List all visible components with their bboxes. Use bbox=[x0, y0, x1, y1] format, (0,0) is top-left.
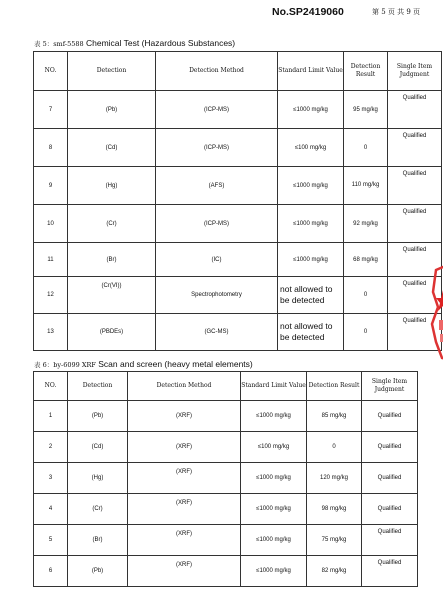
row-number: 9 bbox=[34, 167, 68, 205]
detection-item: (Br) bbox=[68, 525, 128, 556]
table1-caption bbox=[34, 38, 235, 48]
detection-result: 75 mg/kg bbox=[307, 525, 362, 556]
single-judgment: Qualified bbox=[388, 277, 442, 314]
table2-header-method: Detection Method bbox=[128, 372, 241, 401]
table2-row bbox=[34, 432, 418, 463]
detection-item: (Pb) bbox=[68, 401, 128, 432]
single-judgment: Qualified bbox=[388, 205, 442, 243]
limit-value: ≤1000 mg/kg bbox=[278, 205, 344, 243]
table1-row bbox=[34, 243, 442, 277]
xrf-screening-table bbox=[33, 371, 418, 587]
detection-method: (XRF) bbox=[128, 525, 241, 556]
detection-item: (Cr(VI)) bbox=[68, 277, 156, 314]
detection-result: 0 bbox=[344, 129, 388, 167]
table1-row bbox=[34, 91, 442, 129]
limit-value: ≤1000 mg/kg bbox=[241, 494, 307, 525]
table2-caption-text: Scan and screen (heavy metal elements) bbox=[98, 359, 253, 369]
single-judgment: Qualified bbox=[362, 463, 418, 494]
detection-result: 92 mg/kg bbox=[344, 205, 388, 243]
detection-method: (AFS) bbox=[156, 167, 278, 205]
row-number: 7 bbox=[34, 91, 68, 129]
single-judgment: Qualified bbox=[388, 129, 442, 167]
detection-item: (Cd) bbox=[68, 432, 128, 463]
detection-item: (Pb) bbox=[68, 556, 128, 587]
detection-method: (XRF) bbox=[128, 494, 241, 525]
detection-item: (Cr) bbox=[68, 205, 156, 243]
limit-value: not allowed to be detected bbox=[278, 277, 344, 314]
table1-header-limit: Standard Limit Value bbox=[278, 52, 344, 91]
detection-item: (Cd) bbox=[68, 129, 156, 167]
table1-header-result: Detection Result bbox=[344, 52, 388, 91]
row-number: 10 bbox=[34, 205, 68, 243]
row-number: 1 bbox=[34, 401, 68, 432]
limit-value: ≤100 mg/kg bbox=[278, 129, 344, 167]
hazardous-substances-table bbox=[33, 51, 442, 351]
limit-value: ≤1000 mg/kg bbox=[241, 556, 307, 587]
detection-item: (Cr) bbox=[68, 494, 128, 525]
detection-item: (Hg) bbox=[68, 463, 128, 494]
row-number: 12 bbox=[34, 277, 68, 314]
limit-value: ≤1000 mg/kg bbox=[241, 401, 307, 432]
table1-header-method: Detection Method bbox=[156, 52, 278, 91]
detection-method: (XRF) bbox=[128, 556, 241, 587]
table1-row bbox=[34, 314, 442, 351]
single-judgment: Qualified bbox=[362, 401, 418, 432]
single-judgment: Qualified bbox=[362, 525, 418, 556]
table2-row bbox=[34, 556, 418, 587]
single-judgment: Qualified bbox=[362, 494, 418, 525]
single-judgment: Qualified bbox=[362, 432, 418, 463]
detection-item: (PBDEs) bbox=[68, 314, 156, 351]
official-seal-stamp bbox=[430, 262, 443, 362]
limit-value: ≤1000 mg/kg bbox=[241, 525, 307, 556]
limit-value: ≤1000 mg/kg bbox=[278, 167, 344, 205]
row-number: 6 bbox=[34, 556, 68, 587]
table1-header-judgment: Single Item Judgment bbox=[388, 52, 442, 91]
detection-method: (ICP-MS) bbox=[156, 205, 278, 243]
single-judgment: Qualified bbox=[362, 556, 418, 587]
detection-method: (IC) bbox=[156, 243, 278, 277]
detection-item: (Pb) bbox=[68, 91, 156, 129]
limit-value: not allowed to be detected bbox=[278, 314, 344, 351]
detection-result: 68 mg/kg bbox=[344, 243, 388, 277]
single-judgment: Qualified bbox=[388, 314, 442, 351]
row-number: 3 bbox=[34, 463, 68, 494]
table1-row bbox=[34, 205, 442, 243]
detection-result: 110 mg/kg bbox=[344, 167, 388, 205]
row-number: 5 bbox=[34, 525, 68, 556]
row-number: 13 bbox=[34, 314, 68, 351]
table2-header-row bbox=[34, 372, 418, 401]
detection-method: (GC-MS) bbox=[156, 314, 278, 351]
table2-row bbox=[34, 494, 418, 525]
detection-method: (XRF) bbox=[128, 401, 241, 432]
table2-header-result: Detection Result bbox=[307, 372, 362, 401]
detection-result: 0 bbox=[344, 314, 388, 351]
table1-row bbox=[34, 129, 442, 167]
table2-row bbox=[34, 463, 418, 494]
limit-value: ≤1000 mg/kg bbox=[278, 243, 344, 277]
detection-result: 82 mg/kg bbox=[307, 556, 362, 587]
row-number: 8 bbox=[34, 129, 68, 167]
detection-result: 0 bbox=[344, 277, 388, 314]
table2-caption bbox=[34, 359, 253, 369]
table2-caption-prefix: 表 6：by-6099 XRF bbox=[34, 361, 96, 369]
single-judgment: Qualified bbox=[388, 91, 442, 129]
detection-method: (ICP-MS) bbox=[156, 91, 278, 129]
report-number: No.SP2419060 bbox=[272, 6, 344, 18]
table2-header-judgment: Single Item Judgment bbox=[362, 372, 418, 401]
table1-header-detection: Detection bbox=[68, 52, 156, 91]
table1-header-row bbox=[34, 52, 442, 91]
row-number: 2 bbox=[34, 432, 68, 463]
single-judgment: Qualified bbox=[388, 243, 442, 277]
page-indicator: 第 5 页 共 9 页 bbox=[372, 8, 421, 16]
detection-method: (XRF) bbox=[128, 463, 241, 494]
table1-row bbox=[34, 277, 442, 314]
detection-item: (Hg) bbox=[68, 167, 156, 205]
table2-row bbox=[34, 401, 418, 432]
limit-value: ≤100 mg/kg bbox=[241, 432, 307, 463]
detection-result: 0 bbox=[307, 432, 362, 463]
table1-caption-prefix: 表 5：smf-5588 bbox=[34, 40, 84, 48]
row-number: 4 bbox=[34, 494, 68, 525]
detection-item: (Br) bbox=[68, 243, 156, 277]
table2-row bbox=[34, 525, 418, 556]
row-number: 11 bbox=[34, 243, 68, 277]
detection-result: 95 mg/kg bbox=[344, 91, 388, 129]
table2-header-detection: Detection bbox=[68, 372, 128, 401]
table2-header-no: NO. bbox=[34, 372, 68, 401]
detection-result: 98 mg/kg bbox=[307, 494, 362, 525]
detection-method: (XRF) bbox=[128, 432, 241, 463]
detection-method: Spectrophotometry bbox=[156, 277, 278, 314]
single-judgment: Qualified bbox=[388, 167, 442, 205]
table1-caption-text: Chemical Test (Hazardous Substances) bbox=[86, 38, 236, 48]
detection-result: 85 mg/kg bbox=[307, 401, 362, 432]
detection-result: 120 mg/kg bbox=[307, 463, 362, 494]
table2-header-limit: Standard Limit Value bbox=[241, 372, 307, 401]
table1-row bbox=[34, 167, 442, 205]
detection-method: (ICP-MS) bbox=[156, 129, 278, 167]
limit-value: ≤1000 mg/kg bbox=[278, 91, 344, 129]
table1-header-no: NO. bbox=[34, 52, 68, 91]
limit-value: ≤1000 mg/kg bbox=[241, 463, 307, 494]
